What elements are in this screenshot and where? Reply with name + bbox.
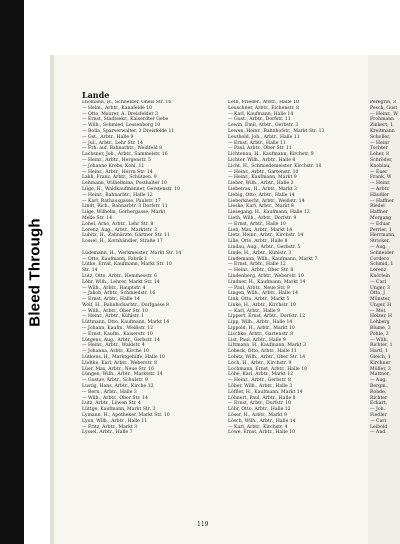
directory-entry: Loch, H., Arbtr., Kirchstr. 9 — [228, 360, 292, 366]
directory-entry: — Wilh., Arbtr., Ober Str. 14 — [82, 395, 148, 401]
directory-entry: — Carl — [370, 418, 386, 424]
directory-entry: Wolf, H., Bahnhofsarbtr., Dorfgasse 8 — [82, 302, 169, 308]
directory-entry: Lischke, Arbtr., Gartenstr. 8 — [228, 331, 294, 337]
directory-column-1 — [82, 100, 222, 436]
directory-entry: Lösch, Wilh., Arbtr., Halle 14 — [228, 418, 296, 424]
directory-entry: — Heinr. — [370, 181, 391, 187]
directory-entry: — Heinr., W — [370, 111, 398, 117]
directory-entry: — Euer — [370, 169, 388, 175]
directory-entry: — Otto, Maurer, A. Dreisfelder 3 — [82, 111, 158, 117]
directory-entry: Schmid, 1 — [370, 262, 394, 268]
directory-entry: — Heinr., Arbtr., Waldstr. 4 — [82, 343, 145, 349]
directory-entry: — Wilh., Arbtr., Hauptstr. 4 — [82, 285, 146, 291]
directory-entry: Lüttmann, Otto, Kaufmann, Markt 14 — [82, 320, 170, 326]
directory-entry: Schneider — [370, 250, 394, 256]
directory-entry: Lakli, Franz, Arbtr., Schützen. 9 — [82, 175, 157, 181]
directory-entry: — Aug. — [370, 244, 387, 250]
directory-entry: List, Paul, Arbtr., Halle 9 — [228, 337, 286, 343]
directory-entry: — Heinr., Arbtr., Kühlstr. 1 — [82, 314, 145, 320]
directory-entry: Knoblau, — [370, 163, 391, 169]
directory-entry: Pesch, Gust — [370, 105, 398, 111]
bleed-through-text: Bleed Through — [26, 217, 44, 327]
directory-entry: Stricker, — [370, 239, 390, 245]
directory-entry: Lorenz, Aug., Arbtr., Marktstr. 3 — [82, 227, 158, 233]
directory-entry: Löber, Wilh., Arbtr., Halle 3 — [228, 384, 293, 390]
directory-entry: Lutz, Otto, Arbtr., Hemmesstr. 6 — [82, 273, 157, 279]
directory-entry: — Haffner — [370, 198, 394, 204]
directory-entry: Lilge, H., Waldkaufmänner, Gerstenstr. 10 — [82, 186, 181, 192]
directory-entry: Leuthold, Joh., Arbtr., Halle 11 — [228, 134, 300, 140]
directory-entry: Lyssel, Arbtr., Halle 7 — [82, 430, 133, 436]
directory-entry: Lüngen, Wilh., Arbtr., Marktstr. 14 — [82, 372, 163, 378]
directory-entry: Lieske, Karl, Arbtr., Markt 8 — [228, 204, 294, 210]
directory-column-2 — [228, 100, 366, 436]
page-gutter — [50, 55, 54, 544]
directory-entry: — Ernst, Stadtsekr., Kaiserdter Gebe — [82, 117, 169, 123]
directory-entry: Liesegang, H., Kaufmann, Halle 12 — [228, 210, 310, 216]
directory-entry: Lossel, H., Kornhändler, Straße 17 — [82, 239, 163, 245]
directory-entry: Zinkert, 1 — [370, 123, 394, 129]
directory-entry: — Heinr — [370, 140, 390, 146]
directory-entry: Schröder, — [370, 157, 393, 163]
directory-entry: Lorenz — [370, 268, 387, 274]
directory-entry: Frohmann — [370, 117, 395, 123]
directory-entry: Richter, 1 — [370, 343, 393, 349]
directory-entry: — Heinr., Arbtr., Gartenstr. 10 — [228, 169, 299, 175]
directory-entry: Lilie, Otto, Arbtr., Halle 8 — [228, 239, 288, 245]
directory-entry: Löwe, Ernst, Arbtr., Halle 10 — [228, 430, 296, 436]
directory-entry: Knörlein — [370, 273, 390, 279]
directory-entry: — Carl — [370, 279, 386, 285]
directory-entry: Blume, 3 — [370, 326, 391, 332]
directory-entry: Lüttge, Kaufmann, Markt Str. 3 — [82, 407, 156, 413]
directory-entry: Lilge, Wilhelm, Gerbergasse, Markt — [82, 210, 166, 216]
directory-entry: Scholler, — [370, 134, 391, 140]
directory-entry: Melle Str. 14 — [82, 215, 112, 221]
directory-entry: — Jul., Arbtr., Lehr Str. 14 — [82, 140, 143, 146]
directory-entry: Rohde, — [370, 389, 387, 395]
directory-entry: — Jakob, Arbtr., Schmiedstr. 16 — [82, 291, 156, 297]
directory-entry: Hartl, 1 — [370, 349, 389, 355]
directory-entry: — Arbtr. — [370, 186, 390, 192]
directory-entry: Lochmann, Ernst, Arbtr., Halle 10 — [228, 366, 307, 372]
directory-entry: — Mel. — [370, 308, 387, 314]
directory-column-3 — [370, 100, 400, 436]
directory-entry: Liebetrau, H., Arbtr., Markt 3 — [228, 186, 297, 192]
directory-entry: Eckart, — [370, 401, 387, 407]
directory-entry: Löser, H., Arbtr., Markt 9 — [228, 413, 287, 419]
directory-entry: Münster, — [370, 297, 391, 303]
directory-entry: Lachsner, Joh., Arbtr., Sammelstr. 16 — [82, 152, 168, 158]
directory-entry: — Helm., Arbtr., Kanafelde 10 — [82, 105, 153, 111]
directory-entry: Mattner, — [370, 372, 390, 378]
directory-entry: Leth, Frieder., Arbtr., Halle 10 — [228, 100, 299, 105]
directory-entry: Lütke, Ernst, Kaufmann, Markt Str. 10 — [82, 262, 172, 268]
directory-entry: — Karl, Rathausgasse, Paulstr. 17 — [82, 198, 161, 204]
directory-entry: Leibold — [370, 424, 388, 430]
directory-entry: — Gust., Arbtr., Dorfstr. 11 — [228, 117, 291, 123]
directory-entry: — Gst., Arbtr., Halle 9 — [82, 134, 134, 140]
directory-entry: Lüdemann, H., Werkmeister, Markt Str. 14 — [82, 250, 182, 256]
directory-entry: Licht, H., Schmiedemeister, Kirchstr. 10 — [228, 163, 322, 169]
directory-entry: Löhnert, Paul, Arbtr., Halle 8 — [228, 395, 296, 401]
directory-entry: Lütgens, Aug., Arbtr., Gerbstr. 14 — [82, 337, 160, 343]
directory-entry: Lewen, Heinr., Bahnhofstr., Markt Str. 13 — [228, 128, 325, 134]
directory-entry: — Karl, Kaufmann, Halle 14 — [228, 111, 294, 117]
directory-entry: Gleich, 1 — [370, 355, 391, 361]
directory-entry: — Ernst, Arbtr., Halle 11 — [228, 140, 286, 146]
directory-entry: Linde, H., Arbtr., Kühlstr. 3 — [228, 250, 292, 256]
directory-entry: — Otto, Kaufmann, Fabrik 1 — [82, 256, 148, 262]
directory-entry: — Ernst, Arbtr., Dorfstr. 10 — [228, 401, 292, 407]
directory-entry: Lieberknecht, Arbtr., Weißstr. 14 — [228, 198, 305, 204]
directory-entry: — Heinr., Arbtr., Ober Str. 8 — [228, 268, 294, 274]
directory-entry: Häußler — [370, 192, 390, 198]
directory-entry: Lingen, Wilh., Arbtr., Halle 14 — [228, 291, 299, 297]
directory-entry: Lieber, Wilh., Arbtr., Halle 3 — [228, 181, 294, 187]
directory-entry: Lichter, Wilh., Arbtr., Halle 8 — [228, 157, 296, 163]
directory-entry: — Wilh., Arbtr., Ober Str. 10 — [82, 308, 148, 314]
directory-entry: — Karl, Arbtr., Kirchstr. 4 — [228, 424, 288, 430]
directory-entry: — Heinr., Arbtr., Gerbstr. 8 — [228, 378, 291, 384]
directory-entry: Lichtenau, H., Kaufmann, Kirchstr. 9 — [228, 152, 314, 158]
directory-entry: Perrier, 1 — [370, 227, 392, 233]
directory-entry: Lustig, Hans, Arbtr., Kirche 12 — [82, 384, 154, 390]
directory-entry: Holzer, H — [370, 314, 392, 320]
directory-entry: Link, Otto, Arbtr., Markt 5 — [228, 297, 290, 303]
directory-entry: Liebig, Otto, Arbtr., Halle 14 — [228, 192, 295, 198]
directory-entry: Lindemann, Wilh., Kaufmann, Markt 7 — [228, 256, 318, 262]
directory-entry: Lieth, Wilh., Arbtr., Dorfstr. 9 — [228, 215, 297, 221]
directory-entry: Riedel — [370, 204, 385, 210]
bleed-through-label — [24, 0, 46, 544]
directory-entry: Lippold, H., Arbtr., Markt 10 — [228, 326, 295, 332]
directory-entry: Lindner, H., Kaufmann, Markt 14 — [228, 279, 306, 285]
directory-entry: — Ernst, Kaufm., Kaiserstr. 10 — [82, 331, 153, 337]
directory-entry: Lobitz, Wilh., Arbtr., Ober Str. 14 — [228, 355, 306, 361]
directory-entry: Lippert, Ernst, Arbtr., Dorfstr. 12 — [228, 314, 306, 320]
directory-entry: — Johanne Krebs, Kohl. 11 — [82, 163, 145, 169]
directory-entry: Bergm., — [370, 384, 389, 390]
page-header: Lande — [82, 90, 110, 100]
directory-entry: Lymann, H., Apotheker, Markt Str. 10 — [82, 413, 170, 419]
directory-entry: — Aug. — [370, 378, 387, 384]
directory-entry: — Bern., Arbtr., Halle 3 — [82, 389, 137, 395]
directory-entry: Lüdtke, Karl, Arbtr., Weberstr. 8 — [82, 360, 158, 366]
directory-entry: Lindau, Aug., Arbtr., Gerbstr. 5 — [228, 244, 301, 250]
directory-entry: Lehmann, Wilhelmina, Posthalter 10 — [82, 181, 167, 187]
directory-entry: — Fritz, Arbtr., Markt 3 — [82, 424, 138, 430]
directory-entry: — And. — [370, 430, 387, 436]
directory-entry: Leuschner, Arbtr., Eichenstr. 8 — [228, 105, 300, 111]
directory-entry: Leher, 8 — [370, 152, 389, 158]
directory-entry: Lobel, Arno, Arbtr., Lehr Str. 8 — [82, 221, 154, 227]
directory-entry: — Wilh., Schmied, Lessenberg 10 — [82, 123, 161, 129]
directory-entry: Morgang — [370, 215, 392, 221]
directory-entry: Lobeck, Otto, Arbtr., Halle 11 — [228, 349, 297, 355]
page-number: 119 — [197, 521, 209, 528]
directory-entry: — Ernst, Arbtr., Halle 10 — [228, 221, 286, 227]
directory-entry: Kirchner — [370, 360, 391, 366]
directory-entry: Linke, H., Arbtr., Kirchstr. 10 — [228, 302, 296, 308]
directory-entry: Löhr, Wilh., Lehrer, Markt Str. 14 — [82, 279, 160, 285]
directory-entry: Pohle, 3 — [370, 331, 389, 337]
directory-entry: Lütkens, H., Marktgehilfe, Halle 10 — [82, 355, 165, 361]
directory-entry: — Heinr., Arbtr., Hergenstr. 5 — [82, 157, 151, 163]
directory-entry: Lubitz, H., Zahnärzte, Gärtner Str. 11 — [82, 233, 170, 239]
directory-entry: — Ernst, Arbtr., Halle 14 — [82, 297, 140, 303]
directory-entry: — Paul, Arbtr., Neue Str. 9 — [228, 285, 290, 291]
directory-entry: — Heinr., Kaufmann, Markt 9 — [228, 175, 297, 181]
directory-entry: Lohberg — [370, 320, 390, 326]
directory-entry: Haffner — [370, 210, 388, 216]
directory-entry: Lipp, Wilh., Arbtr., Halle 14 — [228, 320, 293, 326]
directory-entry: — Johanna, Arbtr., Kirche 10 — [82, 349, 149, 355]
directory-entry: — Gustav, Arbtr., Schulstr. 9 — [82, 378, 148, 384]
directory-entry: Richter — [370, 395, 388, 401]
directory-entry: — Johann, Kaufm., Weißstr. 12 — [82, 326, 154, 332]
directory-entry: — Ernst, Arbtr., Halle 12 — [228, 262, 286, 268]
directory-entry: Löhr, Otto, Arbtr., Halle 12 — [228, 407, 291, 413]
directory-entry: Ließ, Max, Arbtr., Markt 14 — [228, 227, 293, 233]
directory-entry: Lhomann, H., Schneider, Gneis Str. 16 — [82, 100, 172, 105]
directory-entry: — Karl, Arbtr., Halle 9 — [228, 308, 280, 314]
directory-entry: Lindt, Rich., Bahnarbtr. 3 Dorfstr. 11 — [82, 204, 168, 210]
directory-entry: Lutz, Arbtr., Löwen Str. 4 — [82, 401, 141, 407]
directory-entry: Otto, J — [370, 291, 385, 297]
directory-entry: — Eduar — [370, 221, 391, 227]
directory-entry: — Frh. auf. Bahnarbtr., Weißfeld 8 — [82, 146, 163, 152]
directory-entry: Löffler, H., Kaufmann, Markt 14 — [228, 389, 303, 395]
scanner-edge — [0, 0, 24, 544]
directory-entry: Unger, H — [370, 302, 392, 308]
directory-entry: Lyon, Wilh., Arbtr., Halle 11 — [82, 418, 148, 424]
directory-entry: Unger, 3 — [370, 285, 391, 291]
directory-entry: Lewin, Emil, Arbtr., Gerbstr. 3 — [228, 123, 299, 129]
directory-entry: Müller, 3 — [370, 366, 391, 372]
directory-entry: Cordero — [370, 256, 390, 262]
directory-entry: — Paul, Arbtr., Ober Str. 11 — [228, 146, 292, 152]
directory-entry: — Heinr., Bahnarbtr., Halle 12 — [82, 192, 153, 198]
directory-entry: Kreitmann — [370, 128, 395, 134]
directory-entry: Lindenberg, Arbtr., Weberstr. 10 — [228, 273, 304, 279]
directory-entry: Fiedler — [370, 413, 387, 419]
directory-entry: Lüer, Max, Arbtr., Neue Str. 16 — [82, 366, 154, 372]
directory-entry: — Heinr., Arbtr., Herrn Str. 14 — [82, 169, 153, 175]
directory-entry: — Joh. — [370, 407, 386, 413]
directory-entry: Löbe, Karl, Arbtr., Markt 12 — [228, 372, 294, 378]
directory-entry: — Bolla, Sparverwalter, 3 Dreisfelde 11 — [82, 128, 175, 134]
directory-entry: Tochter — [370, 146, 388, 152]
directory-entry: Lietz, Heinr., Arbtr., Kirchstr. 14 — [228, 233, 304, 239]
directory-entry: Littmann, H., Kaufmann, Markt 3 — [228, 343, 306, 349]
directory-entry: Str. 14 — [82, 268, 98, 274]
directory-entry: — Wilh. — [370, 337, 389, 343]
directory-entry: Peregrin, 3 — [370, 100, 396, 105]
directory-entry: Herrmann, — [370, 233, 396, 239]
directory-entry: Frank, W — [370, 175, 392, 181]
